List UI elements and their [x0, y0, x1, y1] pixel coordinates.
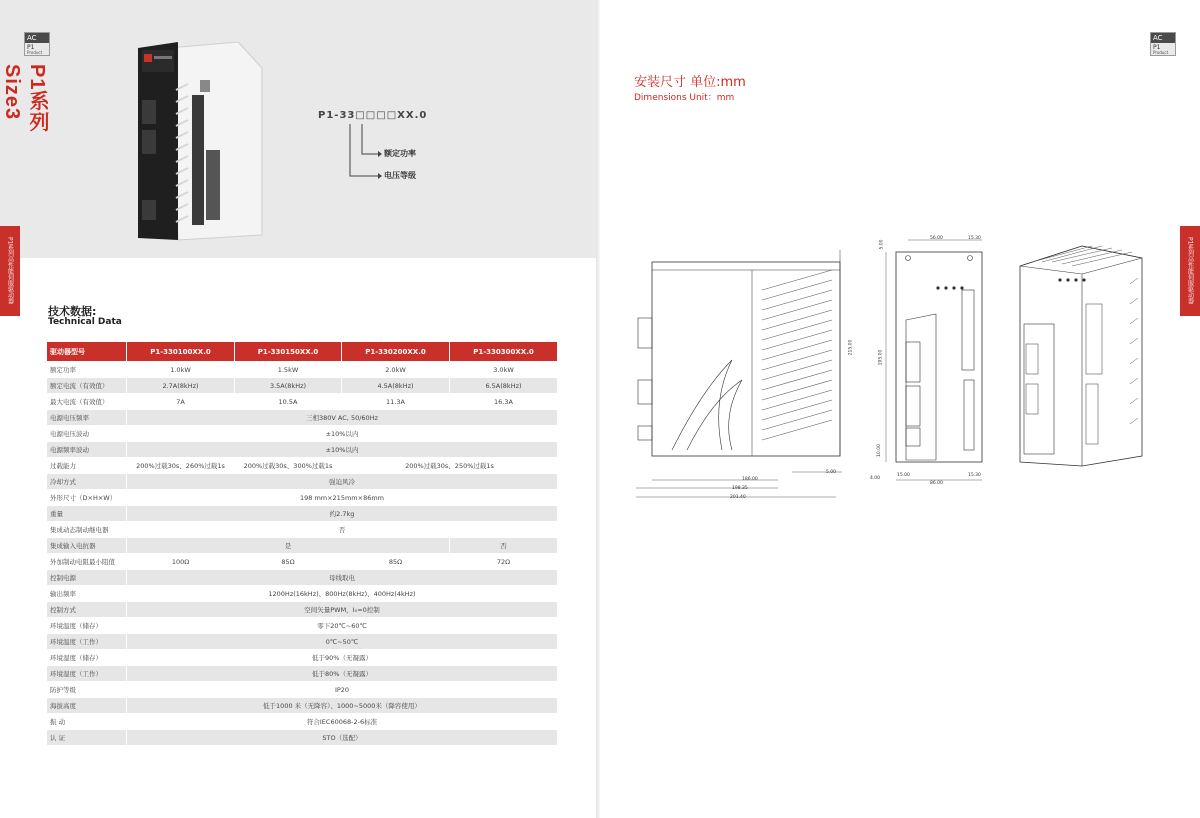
isometric-view-drawing	[1012, 244, 1152, 474]
table-cell: 振 动	[47, 714, 127, 730]
table-cell: 198 mm×215mm×86mm	[127, 490, 558, 506]
table-row	[47, 602, 558, 618]
table-row	[47, 522, 558, 538]
table-cell: 100Ω	[127, 554, 235, 570]
table-row	[47, 682, 558, 698]
logo-p1: P1	[1153, 44, 1161, 51]
dim-label-4: 4.00	[870, 476, 881, 481]
table-cell: 额定电流（有效值）	[47, 378, 127, 394]
brand-logo	[24, 32, 50, 56]
table-row	[47, 554, 558, 570]
front-view-drawing	[878, 230, 998, 490]
table-cell: 200%过载30s、250%过载1s	[342, 458, 558, 474]
model-code: P1-33□□□□XX.0	[318, 110, 428, 121]
series-title: P1系列 Size3	[1, 64, 48, 133]
table-cell: 7A	[127, 394, 235, 410]
table-cell: 环境湿度（工作）	[47, 666, 127, 682]
dim-label-198: 198.35	[732, 486, 748, 491]
table-cell: 低于80%（无凝露）	[127, 666, 558, 682]
brand-logo-right	[1150, 32, 1176, 56]
table-cell: 2.7A(8kHz)	[127, 378, 235, 394]
table-cell: IP20	[127, 682, 558, 698]
table-cell: 防护等级	[47, 682, 127, 698]
table-row	[47, 458, 558, 474]
table-cell: 额定功率	[47, 362, 127, 378]
table-cell: ±10%以内	[127, 426, 558, 442]
table-cell: 外加制动电阻最小阻值	[47, 554, 127, 570]
dim-label-15-right: 15.30	[968, 473, 981, 478]
table-cell: 过载能力	[47, 458, 127, 474]
header-band	[0, 0, 600, 258]
table-cell: 零下20℃~60℃	[127, 618, 558, 634]
model-code-arrows	[344, 124, 384, 184]
dim-label-186: 186.00	[742, 477, 758, 482]
table-cell: 约2.7kg	[127, 506, 558, 522]
product-photo	[130, 40, 270, 245]
dim-label-195: 195.00	[878, 349, 884, 366]
table-row	[47, 474, 558, 490]
table-cell: 16.3A	[450, 394, 558, 410]
dimensions-title-en: Dimensions Unit：mm	[634, 93, 735, 103]
table-cell: 是	[127, 538, 450, 554]
table-cell: 电源电压频率	[47, 410, 127, 426]
table-cell: 200%过载30s、260%过载1s	[127, 458, 235, 474]
table-cell: 72Ω	[450, 554, 558, 570]
table-row	[47, 586, 558, 602]
dim-label-5: 5.00	[826, 470, 837, 475]
table-cell: 认 证	[47, 730, 127, 746]
table-cell: 0℃~50℃	[127, 634, 558, 650]
logo-sub: Product	[27, 50, 43, 55]
dim-label-56: 56.00	[930, 236, 943, 241]
spec-header-row	[47, 342, 558, 362]
table-cell: 否	[127, 522, 558, 538]
table-cell: 低于90%（无凝露）	[127, 650, 558, 666]
table-cell: 海拔高度	[47, 698, 127, 714]
side-tab-right: P1系列高性能伺服驱动器	[1180, 226, 1200, 316]
table-row	[47, 666, 558, 682]
table-cell: 电源频率波动	[47, 442, 127, 458]
table-row	[47, 410, 558, 426]
header-cell: 驱动器型号	[47, 342, 127, 362]
table-cell: 环境温度（工作）	[47, 634, 127, 650]
table-cell: 三相380V AC, 50/60Hz	[127, 410, 558, 426]
dimensions-title-cn: 安装尺寸 单位:mm	[634, 75, 746, 90]
table-row	[47, 714, 558, 730]
table-cell: 85Ω	[235, 554, 342, 570]
table-cell: 输出频率	[47, 586, 127, 602]
table-cell: ±10%以内	[127, 442, 558, 458]
table-cell: 否	[450, 538, 558, 554]
dim-label-15-bottom: 15.00	[897, 473, 910, 478]
header-cell: P1-330100XX.0	[127, 342, 235, 362]
table-row	[47, 730, 558, 746]
table-cell: 空间矢量PWM，I₀=0控制	[127, 602, 558, 618]
dim-label-201: 201.40	[730, 495, 746, 500]
table-cell: 外形尺寸（D×H×W）	[47, 490, 127, 506]
table-cell: 3.5A(8kHz)	[235, 378, 342, 394]
table-cell: STO（选配）	[127, 730, 558, 746]
table-row	[47, 538, 558, 554]
table-cell: 1.5kW	[235, 362, 342, 378]
table-cell: 1200Hz(16kHz)、800Hz(8kHz)、400Hz(4kHz)	[127, 586, 558, 602]
dim-label-215: 215.00	[848, 339, 854, 356]
table-cell: 4.5A(8kHz)	[342, 378, 450, 394]
table-cell: 3.0kW	[450, 362, 558, 378]
table-cell: 控制电源	[47, 570, 127, 586]
table-row	[47, 506, 558, 522]
dim-label-15-top: 15.30	[968, 236, 981, 241]
logo-ac: AC	[1151, 33, 1175, 43]
table-cell: 200%过载30s、300%过载1s	[235, 458, 342, 474]
table-cell: 强迫风冷	[127, 474, 558, 490]
table-cell: 电源电压波动	[47, 426, 127, 442]
table-cell: 11.3A	[342, 394, 450, 410]
tech-heading-en: Technical Data	[48, 317, 122, 327]
table-cell: 10.5A	[235, 394, 342, 410]
table-row	[47, 426, 558, 442]
table-cell: 85Ω	[342, 554, 450, 570]
table-cell: 集成动态制动继电器	[47, 522, 127, 538]
side-view-drawing	[632, 240, 852, 505]
table-cell: 控制方式	[47, 602, 127, 618]
table-cell: 1.0kW	[127, 362, 235, 378]
table-cell: 环境湿度（储存）	[47, 650, 127, 666]
code-label-voltage: 电压等级	[384, 171, 416, 180]
table-row	[47, 650, 558, 666]
table-row	[47, 378, 558, 394]
table-cell: 最大电流（有效值）	[47, 394, 127, 410]
code-label-power: 额定功率	[384, 149, 416, 158]
dim-label-5-side: 5.00	[879, 239, 885, 250]
header-cell: P1-330150XX.0	[235, 342, 342, 362]
spec-table	[46, 341, 558, 746]
table-row	[47, 698, 558, 714]
table-cell: 低于1000 米（无降容）、1000~5000米（降容使用）	[127, 698, 558, 714]
table-cell: 符合IEC60068-2-6标准	[127, 714, 558, 730]
table-cell: 环境温度（储存）	[47, 618, 127, 634]
table-cell: 2.0kW	[342, 362, 450, 378]
logo-p1: P1	[27, 44, 35, 51]
side-tab-left: P1系列高性能伺服驱动器	[0, 226, 20, 316]
table-row	[47, 618, 558, 634]
table-cell: 冷却方式	[47, 474, 127, 490]
logo-sub: Product	[1153, 50, 1169, 55]
dim-label-10: 10.00	[876, 444, 882, 457]
header-cell: P1-330300XX.0	[450, 342, 558, 362]
table-row	[47, 394, 558, 410]
dim-label-86: 86.00	[930, 481, 943, 486]
table-row	[47, 362, 558, 378]
logo-ac: AC	[25, 33, 49, 43]
tech-heading-cn: 技术数据:	[48, 305, 97, 318]
table-cell: 母线取电	[127, 570, 558, 586]
table-cell: 6.5A(8kHz)	[450, 378, 558, 394]
table-row	[47, 570, 558, 586]
table-cell: 集成输入电抗器	[47, 538, 127, 554]
table-row	[47, 442, 558, 458]
table-row	[47, 490, 558, 506]
header-cell: P1-330200XX.0	[342, 342, 450, 362]
table-cell: 重量	[47, 506, 127, 522]
table-row	[47, 634, 558, 650]
